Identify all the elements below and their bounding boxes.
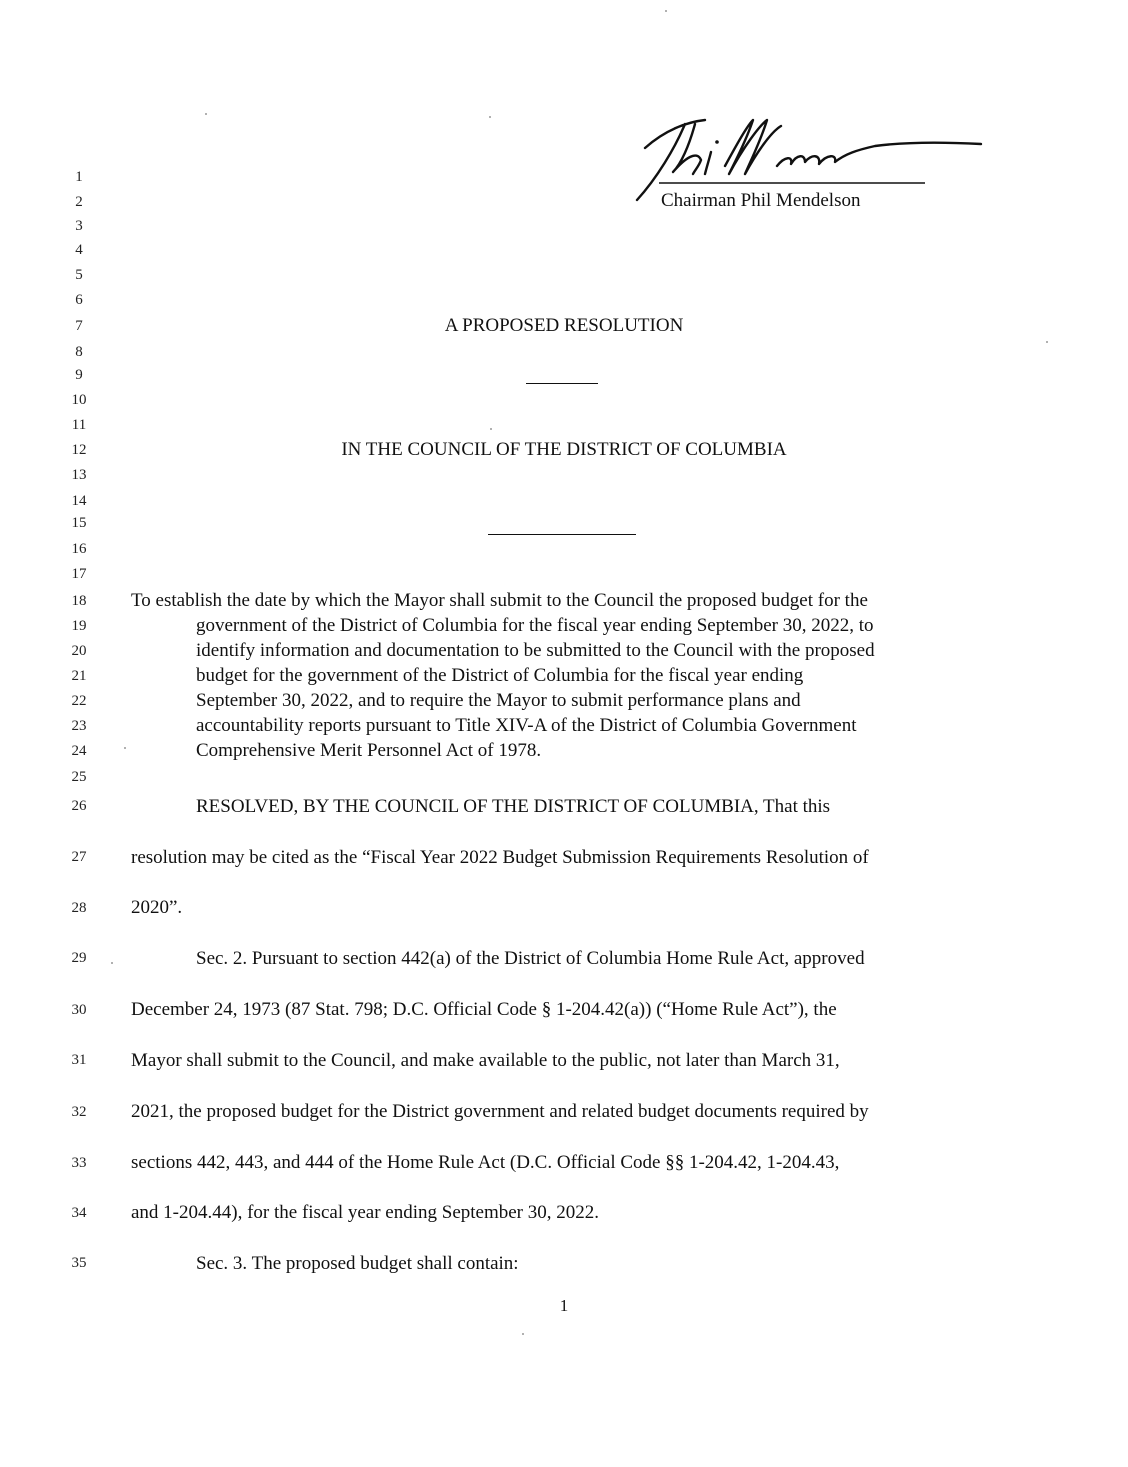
line-number: 19 [71, 618, 87, 634]
body-line: sections 442, 443, and 444 of the Home Rule Act (D.C. Official Code §§ 1-204.42, 1-204.43, [131, 1152, 840, 1173]
purpose-line: identify information and documentation to be submitted to the Council with the proposed [196, 640, 875, 661]
signature-block [625, 108, 985, 218]
purpose-line: government of the District of Columbia for the fiscal year ending September 30, 2022, to [196, 615, 874, 636]
line-number: 7 [75, 318, 83, 334]
line-number: 17 [71, 566, 87, 582]
body-line: Sec. 2. Pursuant to section 442(a) of the District of Columbia Home Rule Act, approved [196, 948, 865, 969]
line-number: 16 [71, 541, 87, 557]
body-line: Mayor shall submit to the Council, and make available to the public, not later than March 31, [131, 1050, 840, 1071]
scan-speck [111, 962, 113, 964]
line-number: 20 [71, 643, 87, 659]
scan-speck [665, 10, 667, 12]
line-number: 34 [71, 1205, 87, 1221]
line-number: 32 [71, 1104, 87, 1120]
heading-rule [488, 534, 636, 535]
line-number: 31 [71, 1052, 87, 1068]
scan-speck [489, 116, 491, 118]
line-number: 4 [75, 242, 83, 258]
line-number: 3 [75, 218, 83, 234]
purpose-line: September 30, 2022, and to require the Mayor to submit performance plans and [196, 690, 801, 711]
line-number: 14 [71, 493, 87, 509]
line-number: 24 [71, 743, 87, 759]
scan-speck [205, 113, 207, 115]
line-number: 6 [75, 292, 83, 308]
line-number: 8 [75, 344, 83, 360]
line-number: 28 [71, 900, 87, 916]
line-number: 29 [71, 950, 87, 966]
line-number: 33 [71, 1155, 87, 1171]
line-number: 10 [71, 392, 87, 408]
line-number: 5 [75, 267, 83, 283]
body-line: December 24, 1973 (87 Stat. 798; D.C. Official Code § 1-204.42(a)) (“Home Rule Act”), the [131, 999, 837, 1020]
purpose-line: Comprehensive Merit Personnel Act of 1978. [196, 740, 542, 761]
line-number: 15 [71, 515, 87, 531]
council-heading: IN THE COUNCIL OF THE DISTRICT OF COLUMBIA [341, 439, 787, 460]
line-number: 35 [71, 1255, 87, 1271]
scan-speck [490, 428, 492, 430]
line-number: 18 [71, 593, 87, 609]
body-line: resolution may be cited as the “Fiscal Year 2022 Budget Submission Requirements Resolution of [131, 847, 869, 868]
signer-name: Chairman Phil Mendelson [661, 190, 861, 211]
line-number: 12 [71, 442, 87, 458]
body-line: RESOLVED, BY THE COUNCIL OF THE DISTRICT OF COLUMBIA, That this [196, 796, 831, 817]
line-number: 9 [75, 367, 83, 383]
line-number: 23 [71, 718, 87, 734]
line-number: 26 [71, 798, 87, 814]
body-line: 2021, the proposed budget for the District government and related budget documents required by [131, 1101, 869, 1122]
line-number: 1 [75, 169, 83, 185]
line-number: 21 [71, 668, 87, 684]
body-line: and 1-204.44), for the fiscal year ending September 30, 2022. [131, 1202, 600, 1223]
purpose-line: To establish the date by which the Mayor shall submit to the Council the proposed budget for the [131, 590, 868, 611]
purpose-line: accountability reports pursuant to Title XIV-A of the District of Columbia Government [196, 715, 857, 736]
purpose-line: budget for the government of the District of Columbia for the fiscal year ending [196, 665, 804, 686]
line-number: 27 [71, 849, 87, 865]
page-number: 1 [559, 1296, 569, 1315]
body-line: Sec. 3. The proposed budget shall contain: [196, 1253, 519, 1274]
body-line: 2020”. [131, 897, 183, 918]
scan-speck [124, 747, 126, 749]
line-number: 2 [75, 194, 83, 210]
line-number: 30 [71, 1002, 87, 1018]
title-rule [526, 383, 598, 384]
line-number: 13 [71, 467, 87, 483]
line-number: 25 [71, 769, 87, 785]
scan-speck [1046, 341, 1048, 343]
scan-speck [522, 1333, 524, 1335]
line-number: 22 [71, 693, 87, 709]
line-number: 11 [71, 417, 87, 433]
resolution-title: A PROPOSED RESOLUTION [444, 315, 684, 336]
